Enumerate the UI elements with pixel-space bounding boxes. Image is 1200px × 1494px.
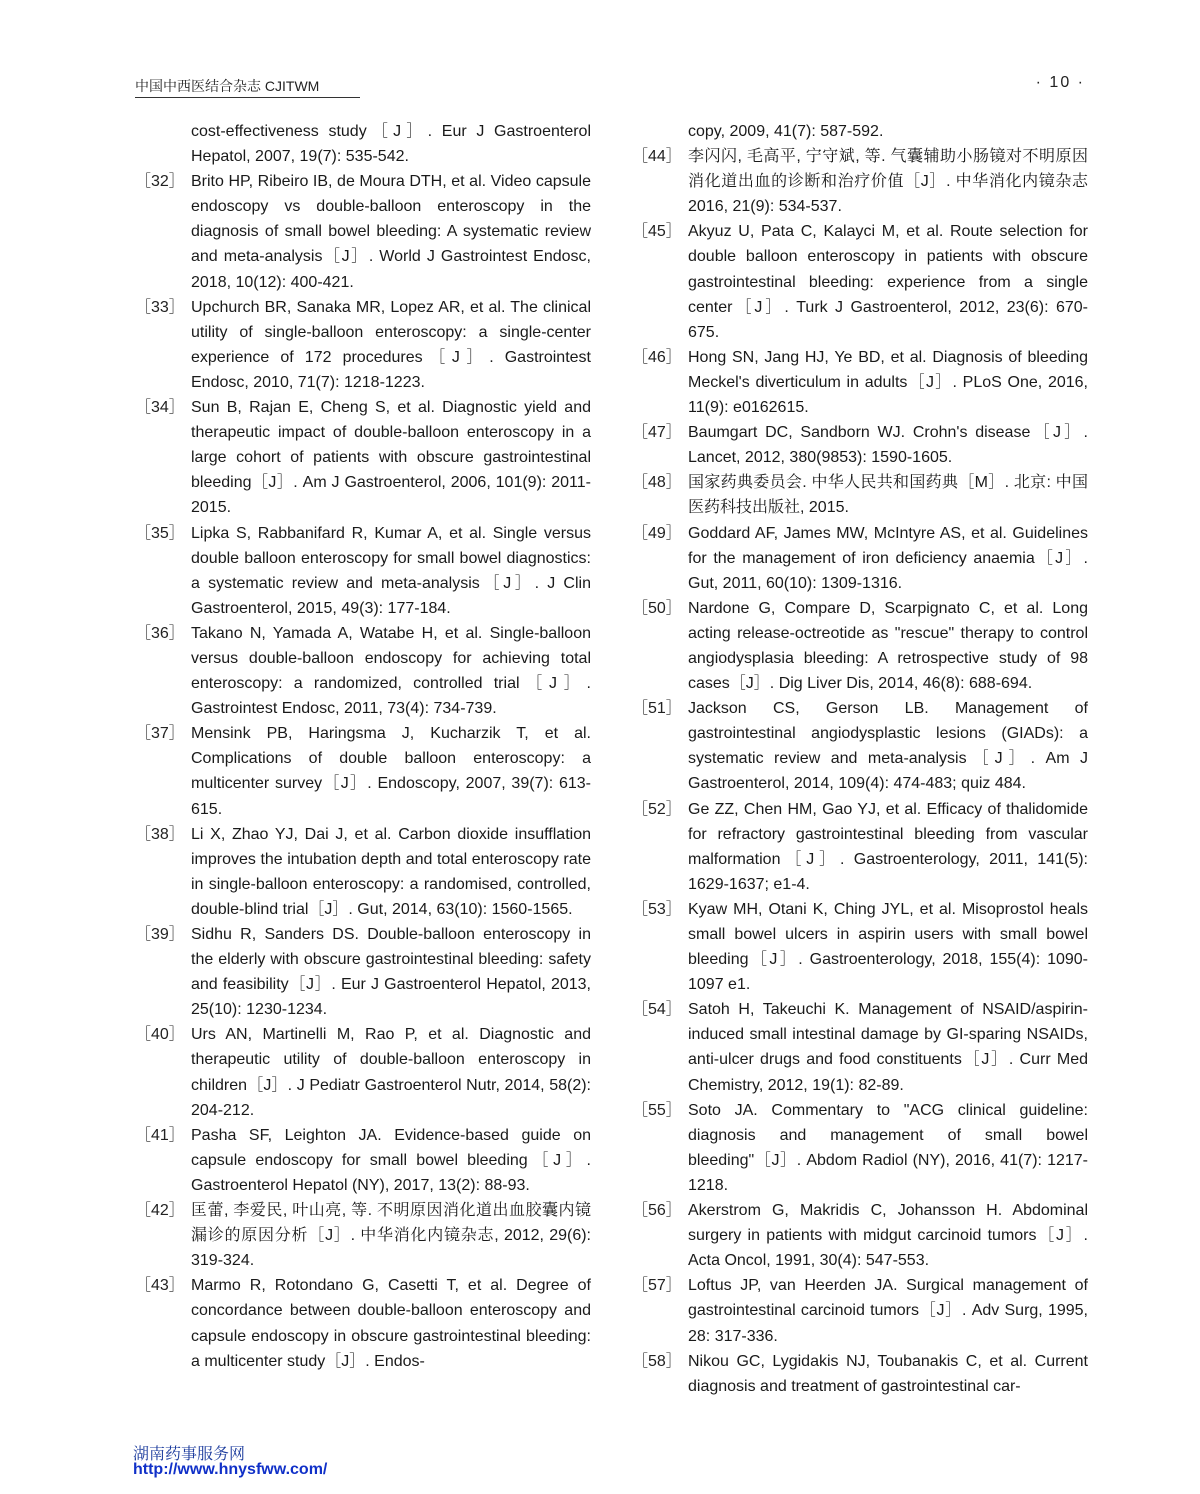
reference-item bbox=[632, 219, 1088, 344]
reference-number: ［48］ bbox=[632, 474, 682, 492]
reference-text: 李闪闪, 毛高平, 宁守斌, 等. 气囊辅助小肠镜对不明原因消化道出血的诊断和治疗价值［J］. 中华消化内镜杂志 2016, 21(9): 534-537. bbox=[688, 148, 1088, 216]
reference-item bbox=[632, 1098, 1088, 1198]
reference-number: ［42］ bbox=[135, 1202, 185, 1220]
reference-item bbox=[135, 822, 591, 922]
reference-text: Marmo R, Rotondano G, Casetti T, et al. Degree of concordance between double-balloon enteroscopy and capsule endoscopy in obscure gastrointestinal bleeding: a multicenter study［J］. Endos- bbox=[191, 1277, 591, 1370]
reference-text: Pasha SF, Leighton JA. Evidence-based guide on capsule endoscopy for small bowel bleeding［J］. Gastroenterol Hepatol (NY), 2017, 13(2): 88-93. bbox=[191, 1126, 591, 1194]
reference-item bbox=[135, 521, 591, 621]
reference-number: ［44］ bbox=[632, 148, 682, 166]
reference-item bbox=[135, 1273, 591, 1373]
reference-item bbox=[632, 119, 1088, 144]
reference-number: ［33］ bbox=[135, 298, 185, 316]
reference-text: Brito HP, Ribeiro IB, de Moura DTH, et al. Video capsule endoscopy vs double-balloon enteroscopy in the diagnosis of small bowel bleeding: A systematic review and meta-analysis［J］. World J Gastrointest Endosc, 2018, 10(12): 400-421. bbox=[191, 173, 591, 291]
reference-number: ［50］ bbox=[632, 599, 682, 617]
reference-text: Akerstrom G, Makridis C, Johansson H. Abdominal surgery in patients with midgut carcinoid tumors［J］. Acta Oncol, 1991, 30(4): 547-553. bbox=[688, 1202, 1088, 1270]
reference-item bbox=[135, 395, 591, 520]
reference-number: ［47］ bbox=[632, 424, 682, 442]
reference-number: ［34］ bbox=[135, 399, 185, 417]
reference-text: Sun B, Rajan E, Cheng S, et al. Diagnostic yield and therapeutic impact of double-balloon enteroscopy in a large cohort of patients with obscure gastrointestinal bleeding［J］. Am J Gastroenterol, 2006, 101(9): 2011-2015. bbox=[191, 399, 591, 517]
reference-number: ［39］ bbox=[135, 926, 185, 943]
reference-item bbox=[632, 420, 1088, 470]
reference-text: Loftus JP, van Heerden JA. Surgical management of gastrointestinal carcinoid tumors［J］. Adv Surg, 1995, 28: 317-336. bbox=[688, 1277, 1088, 1345]
reference-text: cost-effectiveness study［J］. Eur J Gastroenterol Hepatol, 2007, 19(7): 535-542. bbox=[191, 123, 591, 166]
reference-column-left bbox=[135, 119, 591, 1374]
reference-number: ［49］ bbox=[632, 524, 682, 542]
reference-text: Satoh H, Takeuchi K. Management of NSAID/aspirin-induced small intestinal damage by GI-sparing NSAIDs, anti-ulcer drugs and food constituents［J］. Curr Med Chemistry, 2012, 19(1): 82-89. bbox=[688, 1001, 1088, 1094]
reference-item bbox=[135, 1123, 591, 1198]
reference-item bbox=[632, 1198, 1088, 1273]
reference-text: Soto JA. Commentary to "ACG clinical guideline: diagnosis and management of small bowel bleeding"［J］. Abdom Radiol (NY), 2016, 41(7): 1217-1218. bbox=[688, 1101, 1088, 1194]
reference-text: Hong SN, Jang HJ, Ye BD, et al. Diagnosis of bleeding Meckel's diverticulum in adults［J］. PLoS One, 2016, 11(9): e0162615. bbox=[688, 348, 1088, 417]
reference-item bbox=[632, 997, 1088, 1097]
reference-item bbox=[632, 696, 1088, 796]
reference-text: Takano N, Yamada A, Watabe H, et al. Single-balloon versus double-balloon endoscopy for achieving total enteroscopy: a randomized, controlled trial［J］. Gastrointest Endosc, 2011, 73(4): 734-739. bbox=[191, 624, 591, 718]
reference-number: ［56］ bbox=[632, 1202, 682, 1220]
reference-item bbox=[135, 621, 591, 721]
header-rule bbox=[135, 97, 360, 98]
reference-text: 匡蕾, 李爱民, 叶山亮, 等. 不明原因消化道出血胶囊内镜漏诊的原因分析［J］. 中华消化内镜杂志, 2012, 29(6): 319-324. bbox=[191, 1202, 591, 1270]
reference-item bbox=[135, 922, 591, 1022]
reference-text: copy, 2009, 41(7): 587-592. bbox=[688, 123, 884, 140]
reference-text: Urs AN, Martinelli M, Rao P, et al. Diagnostic and therapeutic utility of double-balloon enteroscopy in children［J］. J Pediatr Gastroenterol Nutr, 2014, 58(2): 204-212. bbox=[191, 1026, 591, 1119]
reference-item bbox=[135, 721, 591, 821]
reference-text: 国家药典委员会. 中华人民共和国药典［M］. 北京: 中国医药科技出版社, 2015. bbox=[688, 474, 1088, 517]
reference-number: ［46］ bbox=[632, 348, 682, 366]
reference-text: Nardone G, Compare D, Scarpignato C, et al. Long acting release-octreotide as "rescue" therapy to control angiodysplasia bleeding: A retrospective study of 98 cases［J］. Dig Liver Dis, 2014, 46(8): 688-694. bbox=[688, 599, 1088, 693]
reference-text: Ge ZZ, Chen HM, Gao YJ, et al. Efficacy of thalidomide for refractory gastrointestinal bleeding from vascular malformation［J］. Gastroenterology, 2011, 141(5): 1629-1637; e1-4. bbox=[688, 800, 1088, 893]
reference-text: Li X, Zhao YJ, Dai J, et al. Carbon dioxide insufflation improves the intubation depth and total enteroscopy rate in single-balloon enteroscopy: a randomised, controlled, double-blind trial［J］. Gut, 2014, 63(10): 1560-1565. bbox=[191, 825, 591, 918]
reference-number: ［32］ bbox=[135, 173, 185, 191]
page-number: · 10 · bbox=[1035, 74, 1085, 91]
reference-text: Akyuz U, Pata C, Kalayci M, et al. Route selection for double balloon enteroscopy in patients with obscure gastrointestinal bleeding: experience from a single center［J］. Turk J Gastroenterol, 2012, 23(6): 670-675. bbox=[688, 223, 1088, 341]
reference-text: Goddard AF, James MW, McIntyre AS, et al. Guidelines for the management of iron deficiency anaemia［J］. Gut, 2011, 60(10): 1309-1316. bbox=[688, 524, 1088, 592]
reference-text: Lipka S, Rabbanifard R, Kumar A, et al. Single versus double balloon enteroscopy for small bowel diagnostics: a systematic review and meta-analysis［J］. J Clin Gastroenterol, 2015, 49(3): 177-184. bbox=[191, 524, 591, 617]
journal-title: 中国中西医结合杂志 CJITWM bbox=[135, 78, 320, 94]
reference-text: Mensink PB, Haringsma J, Kucharzik T, et al. Complications of double balloon enteroscopy: a multicenter survey［J］. Endoscopy, 2007, 39(7): 613-615. bbox=[191, 725, 591, 818]
reference-number: ［40］ bbox=[135, 1026, 185, 1044]
reference-item bbox=[632, 596, 1088, 696]
reference-item bbox=[632, 1349, 1088, 1399]
reference-number: ［53］ bbox=[632, 900, 682, 918]
reference-number: ［43］ bbox=[135, 1277, 185, 1295]
reference-number: ［37］ bbox=[135, 725, 185, 743]
reference-text: Sidhu R, Sanders DS. Double-balloon enteroscopy in the elderly with obscure gastrointestinal bleeding: safety and feasibility［J］. Eur J Gastroenterol Hepatol, 2013, 25(10): 1230-1234. bbox=[191, 926, 591, 1019]
reference-item bbox=[632, 144, 1088, 219]
reference-number: ［36］ bbox=[135, 624, 185, 642]
reference-item bbox=[135, 295, 591, 395]
reference-item bbox=[135, 119, 591, 169]
reference-text: Baumgart DC, Sandborn WJ. Crohn's disease［J］. Lancet, 2012, 380(9853): 1590-1605. bbox=[688, 424, 1088, 467]
reference-item bbox=[632, 797, 1088, 897]
reference-item bbox=[135, 1198, 591, 1273]
reference-number: ［52］ bbox=[632, 800, 682, 818]
reference-item bbox=[632, 897, 1088, 997]
reference-number: ［45］ bbox=[632, 223, 682, 241]
reference-number: ［51］ bbox=[632, 700, 682, 718]
reference-column-right bbox=[632, 119, 1088, 1399]
reference-text: Upchurch BR, Sanaka MR, Lopez AR, et al. The clinical utility of single-balloon enteroscopy: a single-center experience of 172 procedures［J］. Gastrointest Endosc, 2010, 71(7): 1218-1223. bbox=[191, 298, 591, 391]
reference-number: ［41］ bbox=[135, 1126, 185, 1144]
reference-text: Kyaw MH, Otani K, Ching JYL, et al. Misoprostol heals small bowel ulcers in aspirin users with small bowel bleeding［J］. Gastroenterology, 2018, 155(4): 1090-1097 e1. bbox=[688, 900, 1088, 994]
reference-item bbox=[632, 345, 1088, 420]
reference-number: ［57］ bbox=[632, 1277, 682, 1295]
footer-site-name: 湖南药事服务网 bbox=[133, 1444, 246, 1463]
footer-url-link[interactable]: http://www.hnysfww.com/ bbox=[133, 1461, 328, 1478]
reference-number: ［38］ bbox=[135, 825, 185, 843]
reference-item bbox=[135, 169, 591, 294]
reference-number: ［54］ bbox=[632, 1001, 682, 1019]
reference-number: ［58］ bbox=[632, 1352, 682, 1370]
reference-item bbox=[135, 1022, 591, 1122]
reference-item bbox=[632, 470, 1088, 520]
reference-item bbox=[632, 1273, 1088, 1348]
reference-item bbox=[632, 521, 1088, 596]
reference-text: Jackson CS, Gerson LB. Management of gastrointestinal angiodysplastic lesions (GIADs): a systematic review and meta-analysis［J］. Am J Gastroenterol, 2014, 109(4): 474-483; quiz 484. bbox=[688, 700, 1088, 793]
reference-number: ［35］ bbox=[135, 524, 185, 542]
reference-text: Nikou GC, Lygidakis NJ, Toubanakis C, et al. Current diagnosis and treatment of gastrointestinal car- bbox=[688, 1352, 1088, 1395]
reference-number: ［55］ bbox=[632, 1101, 682, 1119]
